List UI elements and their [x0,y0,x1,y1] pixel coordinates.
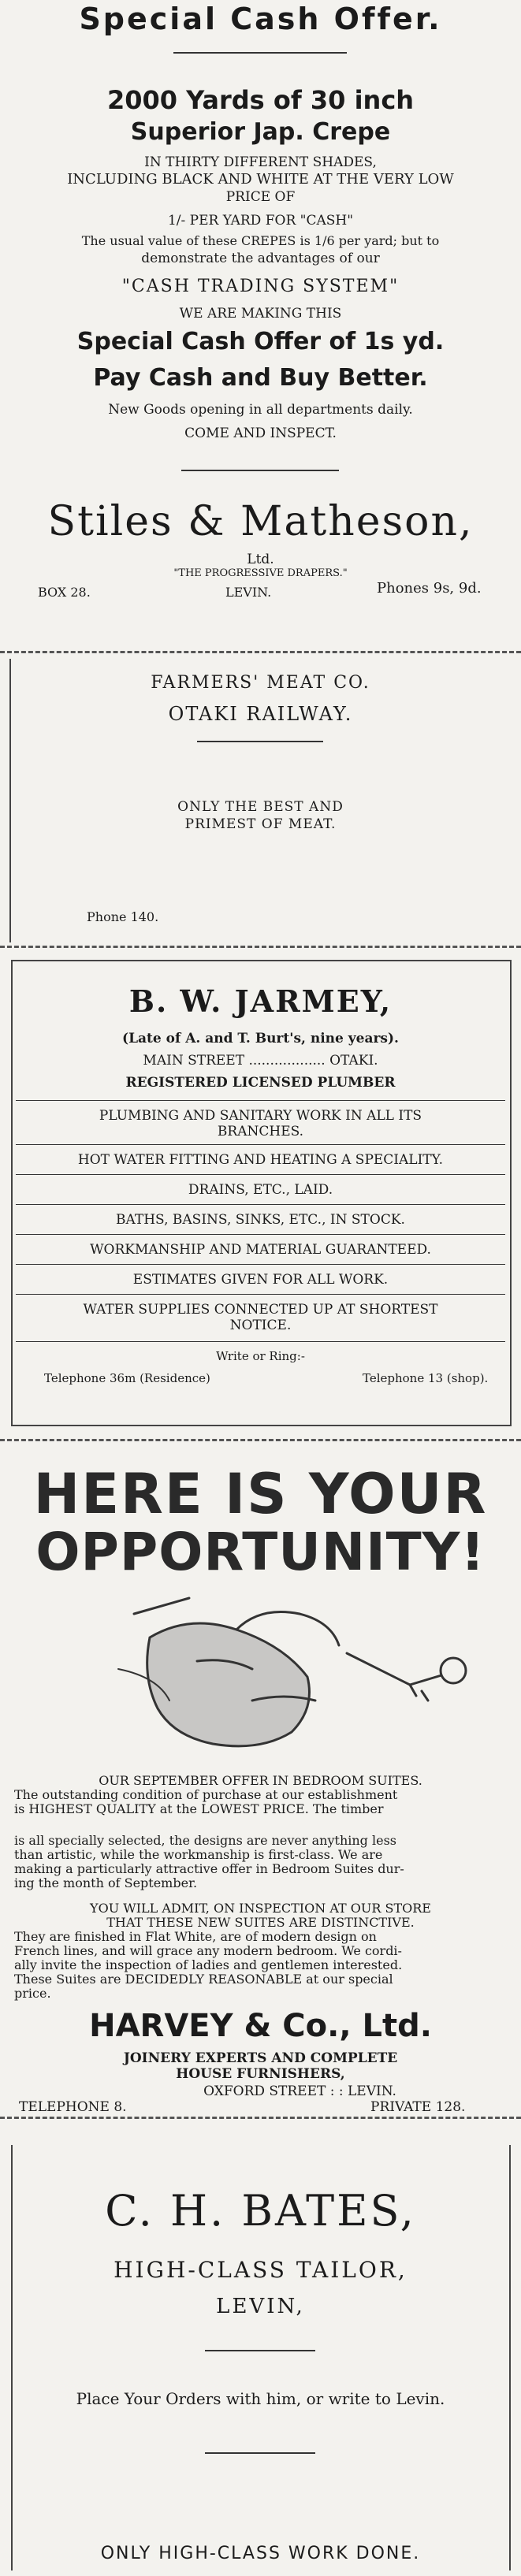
contact-prompt: Write or Ring:- [216,1349,305,1363]
paragraph-line: price. [14,1986,51,2001]
firm-subtitle: JOINERY EXPERTS AND COMPLETE [123,2050,398,2066]
ad-separator [0,651,521,653]
offer-line: Superior Jap. Crepe [130,118,391,146]
company-place: OTAKI RAILWAY. [168,703,353,725]
offer-line: INCLUDING BLACK AND WHITE AT THE VERY LOW [67,171,454,188]
divider [181,470,339,471]
offer-line: WE ARE MAKING THIS [179,306,342,322]
paragraph-line: than artistic, while the workmanship is first-class. We are [14,1847,383,1862]
firm-address: OXFORD STREET : : LEVIN. [203,2083,396,2099]
ad-heading: Special Cash Offer. [79,2,442,36]
tailor-slogan: ONLY HIGH-CLASS WORK DONE. [100,2544,421,2563]
service-line: BATHS, BASINS, SINKS, ETC., IN STOCK. [116,1212,405,1228]
phones: Phones 9s, 9d. [377,580,482,597]
offer-title: OUR SEPTEMBER OFFER IN BEDROOM SUITES. [99,1773,422,1788]
tagline: "THE PROGRESSIVE DRAPERS." [173,567,348,579]
paragraph-line: They are finished in Flat White, are of modern design on [14,1929,377,1944]
offer-line: IN THIRTY DIFFERENT SHADES, [144,154,377,170]
service-line: DRAINS, ETC., LAID. [188,1182,333,1198]
bates-ad [0,2129,521,2576]
paragraph-line: The outstanding condition of purchase at our establishment [14,1787,398,1802]
jarmey-ad [0,957,521,1433]
box-number: BOX 28. [38,585,91,600]
telephone-residence: Telephone 36m (Residence) [44,1371,210,1385]
offer-line: "CASH TRADING SYSTEM" [121,277,400,296]
offer-line: 1/- PER YARD FOR "CASH" [167,213,354,229]
ad-separator [0,946,521,948]
offer-line: COME AND INSPECT. [184,426,337,441]
order-instructions: Place Your Orders with him, or write to Levin. [76,2389,445,2408]
divider [16,1264,505,1265]
offer-line: demonstrate the advantages of our [141,251,380,266]
divider [173,52,347,54]
paragraph-line: ally invite the inspection of ladies and gentlemen interested. [14,1957,403,1972]
divider [16,1294,505,1295]
farmers-meat-ad [0,659,521,946]
firm-name: HARVEY & Co., Ltd. [89,2008,432,2044]
firm-telephone: TELEPHONE 8. [19,2099,127,2115]
offer-line: New Goods opening in all departments daily. [108,402,413,418]
ad-separator [0,2117,521,2119]
firm-subtitle: HOUSE FURNISHERS, [176,2066,345,2082]
divider [16,1234,505,1235]
divider [16,1341,505,1342]
hand-with-key-illustration [0,1582,521,1764]
phone: Phone 140. [87,909,159,924]
background-note: (Late of A. and T. Burt's, nine years). [122,1031,399,1046]
divider [16,1204,505,1205]
ad-separator [0,1439,521,1441]
divider [197,741,323,742]
service-line: HOT WATER FITTING AND HEATING A SPECIALITY. [77,1152,444,1168]
offer-line: PRICE OF [225,189,296,205]
paragraph-line: French lines, and will grace any modern bedroom. We cordi- [14,1943,402,1958]
offer-line: 2000 Yards of 30 inch [106,85,415,115]
stiles-matheson-ad [0,0,521,658]
headline: OPPORTUNITY! [35,1522,486,1582]
paragraph-heading: YOU WILL ADMIT, ON INSPECTION AT OUR STORE [90,1901,431,1916]
divider [205,2452,315,2454]
firm-name: Stiles & Matheson, [47,498,474,545]
meat-slogan: PRIMEST OF MEAT. [184,816,337,832]
service-line: ESTIMATES GIVEN FOR ALL WORK. [132,1272,389,1288]
service-line: NOTICE. [229,1318,292,1333]
address: MAIN STREET .................. OTAKI. [143,1053,378,1069]
tailor-name: C. H. BATES, [105,2186,416,2236]
offer-line: The usual value of these CREPES is 1/6 per yard; but to [81,233,440,248]
paragraph-line: making a particularly attractive offer in Bedroom Suites dur- [14,1861,404,1876]
service-line: BRANCHES. [217,1124,304,1139]
paragraph-line: ing the month of September. [14,1875,198,1890]
meat-slogan: ONLY THE BEST AND [177,799,344,815]
company-name: FARMERS' MEAT CO. [151,673,370,693]
headline: HERE IS YOUR [33,1462,488,1526]
service-line: WATER SUPPLIES CONNECTED UP AT SHORTEST [83,1302,438,1318]
tailor-town: LEVIN, [216,2295,305,2318]
tailor-trade: HIGH-CLASS TAILOR, [114,2257,407,2283]
paragraph-line: These Suites are DECIDEDLY REASONABLE at our special [14,1972,393,1987]
divider [16,1100,505,1101]
service-line: WORKMANSHIP AND MATERIAL GUARANTEED. [90,1242,431,1258]
harvey-ad [0,1450,521,2246]
firm-ltd: Ltd. [247,552,274,567]
divider [16,1174,505,1175]
divider [16,1144,505,1145]
divider [205,2350,315,2351]
town: LEVIN. [225,585,272,600]
trade: REGISTERED LICENSED PLUMBER [125,1075,396,1091]
business-name: B. W. JARMEY, [128,983,393,1019]
service-line: PLUMBING AND SANITARY WORK IN ALL ITS [99,1108,422,1124]
telephone-shop: Telephone 13 (shop). [363,1371,489,1385]
paragraph-line: is HIGHEST QUALITY at the LOWEST PRICE. The timber [14,1801,384,1816]
paragraph-heading: THAT THESE NEW SUITES ARE DISTINCTIVE. [106,1915,415,1930]
paragraph-line: is all specially selected, the designs are never anything less [14,1833,397,1848]
offer-line: Pay Cash and Buy Better. [93,364,428,392]
offer-line: Special Cash Offer of 1s yd. [76,328,445,355]
firm-private: PRIVATE 128. [370,2099,466,2115]
